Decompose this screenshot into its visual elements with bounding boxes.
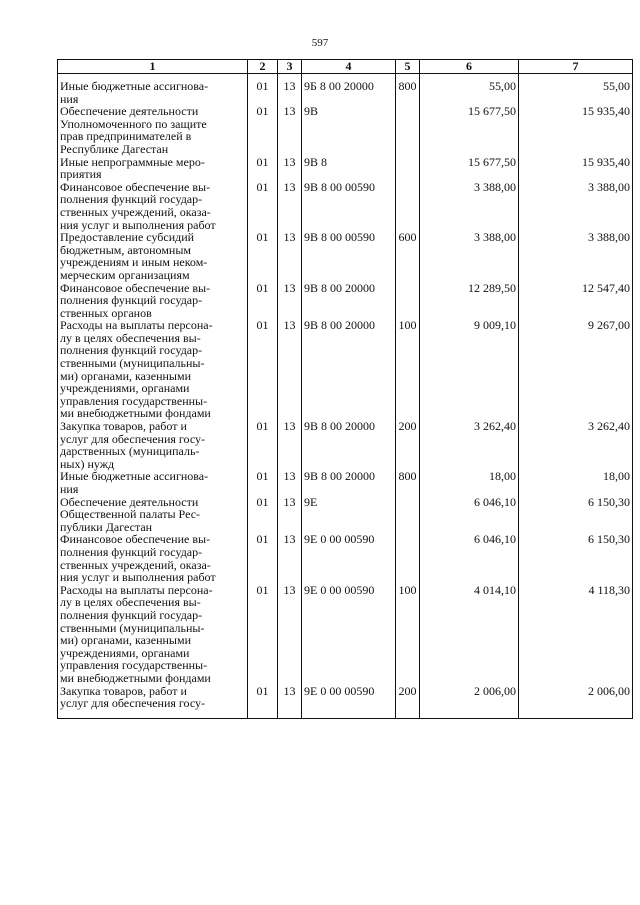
row-amount-year1: 55,00 <box>420 74 519 106</box>
row-amount-year1: 15 677,50 <box>420 105 519 155</box>
row-amount-year1: 4 014,10 <box>420 584 519 685</box>
row-amount-year2: 2 006,00 <box>519 685 633 719</box>
table-row <box>58 319 633 420</box>
row-section: 01 <box>248 533 278 583</box>
table-header <box>58 60 633 74</box>
row-target-code: 9Е 0 00 00590 <box>302 533 396 583</box>
row-expense-type <box>396 496 420 534</box>
row-target-code: 9Е 0 00 00590 <box>302 584 396 685</box>
row-amount-year1: 18,00 <box>420 470 519 495</box>
table-row <box>58 74 633 106</box>
row-target-code: 9В 8 00 20000 <box>302 470 396 495</box>
table-row <box>58 685 633 719</box>
row-expense-type <box>396 533 420 583</box>
row-amount-year2: 15 935,40 <box>519 156 633 181</box>
row-section: 01 <box>248 156 278 181</box>
row-section: 01 <box>248 584 278 685</box>
column-header-7: 7 <box>519 60 633 74</box>
budget-table <box>57 59 633 719</box>
row-name: Закупка товаров, работ и услуг для обеспечения госу- <box>58 685 248 719</box>
row-name: Финансовое обеспечение вы- полнения функций государ- ственных учреждений, оказа- ния услуг и выполнения работ <box>58 181 248 231</box>
row-target-code: 9Е <box>302 496 396 534</box>
row-section: 01 <box>248 74 278 106</box>
table-row <box>58 231 633 281</box>
table-row <box>58 181 633 231</box>
row-expense-type <box>396 156 420 181</box>
row-name: Расходы на выплаты персона- лу в целях обеспечения вы- полнения функций государ- ственными (муниципальны- ми) органами, казенными учреждениями, органами управления государственны- ми внебюджетными фондами <box>58 319 248 420</box>
row-amount-year1: 15 677,50 <box>420 156 519 181</box>
row-subsection: 13 <box>278 496 302 534</box>
column-header-4: 4 <box>302 60 396 74</box>
table-row <box>58 496 633 534</box>
row-subsection: 13 <box>278 181 302 231</box>
row-target-code: 9В 8 00 20000 <box>302 282 396 320</box>
row-subsection: 13 <box>278 74 302 106</box>
row-section: 01 <box>248 420 278 470</box>
header-row <box>58 60 633 74</box>
table-row <box>58 584 633 685</box>
table-row <box>58 105 633 155</box>
row-amount-year2: 6 150,30 <box>519 496 633 534</box>
row-subsection: 13 <box>278 156 302 181</box>
row-amount-year1: 9 009,10 <box>420 319 519 420</box>
row-section: 01 <box>248 231 278 281</box>
row-expense-type: 800 <box>396 74 420 106</box>
table-row <box>58 470 633 495</box>
row-section: 01 <box>248 105 278 155</box>
row-section: 01 <box>248 685 278 719</box>
row-amount-year1: 6 046,10 <box>420 496 519 534</box>
row-subsection: 13 <box>278 420 302 470</box>
row-expense-type: 100 <box>396 319 420 420</box>
row-amount-year1: 3 388,00 <box>420 181 519 231</box>
row-name: Финансовое обеспечение вы- полнения функций государ- ственных органов <box>58 282 248 320</box>
row-expense-type <box>396 282 420 320</box>
row-expense-type <box>396 181 420 231</box>
row-amount-year2: 6 150,30 <box>519 533 633 583</box>
row-section: 01 <box>248 496 278 534</box>
table-row <box>58 533 633 583</box>
row-amount-year1: 3 262,40 <box>420 420 519 470</box>
row-expense-type: 200 <box>396 420 420 470</box>
table-row <box>58 156 633 181</box>
column-header-1: 1 <box>58 60 248 74</box>
row-target-code: 9В 8 00 20000 <box>302 420 396 470</box>
row-name: Иные бюджетные ассигнова- ния <box>58 470 248 495</box>
row-name: Финансовое обеспечение вы- полнения функций государ- ственных учреждений, оказа- ния услуг и выполнения работ <box>58 533 248 583</box>
row-expense-type <box>396 105 420 155</box>
table-row <box>58 282 633 320</box>
row-target-code: 9В 8 00 00590 <box>302 181 396 231</box>
row-amount-year2: 55,00 <box>519 74 633 106</box>
row-name: Обеспечение деятельности Общественной палаты Рес- публики Дагестан <box>58 496 248 534</box>
row-target-code: 9В 8 <box>302 156 396 181</box>
row-name: Предоставление субсидий бюджетным, автономным учреждениям и иным неком- мерческим организациям <box>58 231 248 281</box>
row-target-code: 9Б 8 00 20000 <box>302 74 396 106</box>
row-amount-year2: 3 388,00 <box>519 181 633 231</box>
row-name: Иные бюджетные ассигнова- ния <box>58 74 248 106</box>
row-subsection: 13 <box>278 533 302 583</box>
row-name: Расходы на выплаты персона- лу в целях обеспечения вы- полнения функций государ- ственными (муниципальны- ми) органами, казенными учреждениями, органами управления государственны- ми внебюджетными фондами <box>58 584 248 685</box>
row-target-code: 9В <box>302 105 396 155</box>
row-expense-type: 200 <box>396 685 420 719</box>
row-subsection: 13 <box>278 685 302 719</box>
row-amount-year2: 18,00 <box>519 470 633 495</box>
row-subsection: 13 <box>278 105 302 155</box>
column-header-3: 3 <box>278 60 302 74</box>
row-amount-year2: 15 935,40 <box>519 105 633 155</box>
table-body <box>58 74 633 719</box>
row-amount-year2: 3 262,40 <box>519 420 633 470</box>
row-amount-year1: 6 046,10 <box>420 533 519 583</box>
row-amount-year2: 12 547,40 <box>519 282 633 320</box>
row-target-code: 9В 8 00 00590 <box>302 231 396 281</box>
row-amount-year2: 9 267,00 <box>519 319 633 420</box>
row-expense-type: 800 <box>396 470 420 495</box>
row-amount-year1: 12 289,50 <box>420 282 519 320</box>
row-name: Закупка товаров, работ и услуг для обеспечения госу- дарственных (муниципаль- ных) нужд <box>58 420 248 470</box>
row-subsection: 13 <box>278 584 302 685</box>
row-subsection: 13 <box>278 319 302 420</box>
row-expense-type: 100 <box>396 584 420 685</box>
row-expense-type: 600 <box>396 231 420 281</box>
row-target-code: 9В 8 00 20000 <box>302 319 396 420</box>
row-name: Обеспечение деятельности Уполномоченного по защите прав предпринимателей в Республике Дагестан <box>58 105 248 155</box>
row-section: 01 <box>248 282 278 320</box>
row-section: 01 <box>248 470 278 495</box>
row-amount-year2: 3 388,00 <box>519 231 633 281</box>
row-section: 01 <box>248 181 278 231</box>
column-header-6: 6 <box>420 60 519 74</box>
row-amount-year2: 4 118,30 <box>519 584 633 685</box>
row-name: Иные непрограммные меро- приятия <box>58 156 248 181</box>
row-amount-year1: 3 388,00 <box>420 231 519 281</box>
row-subsection: 13 <box>278 470 302 495</box>
page-number: 597 <box>311 37 329 49</box>
row-section: 01 <box>248 319 278 420</box>
column-header-2: 2 <box>248 60 278 74</box>
row-target-code: 9Е 0 00 00590 <box>302 685 396 719</box>
column-header-5: 5 <box>396 60 420 74</box>
row-subsection: 13 <box>278 231 302 281</box>
row-amount-year1: 2 006,00 <box>420 685 519 719</box>
row-subsection: 13 <box>278 282 302 320</box>
table-row <box>58 420 633 470</box>
